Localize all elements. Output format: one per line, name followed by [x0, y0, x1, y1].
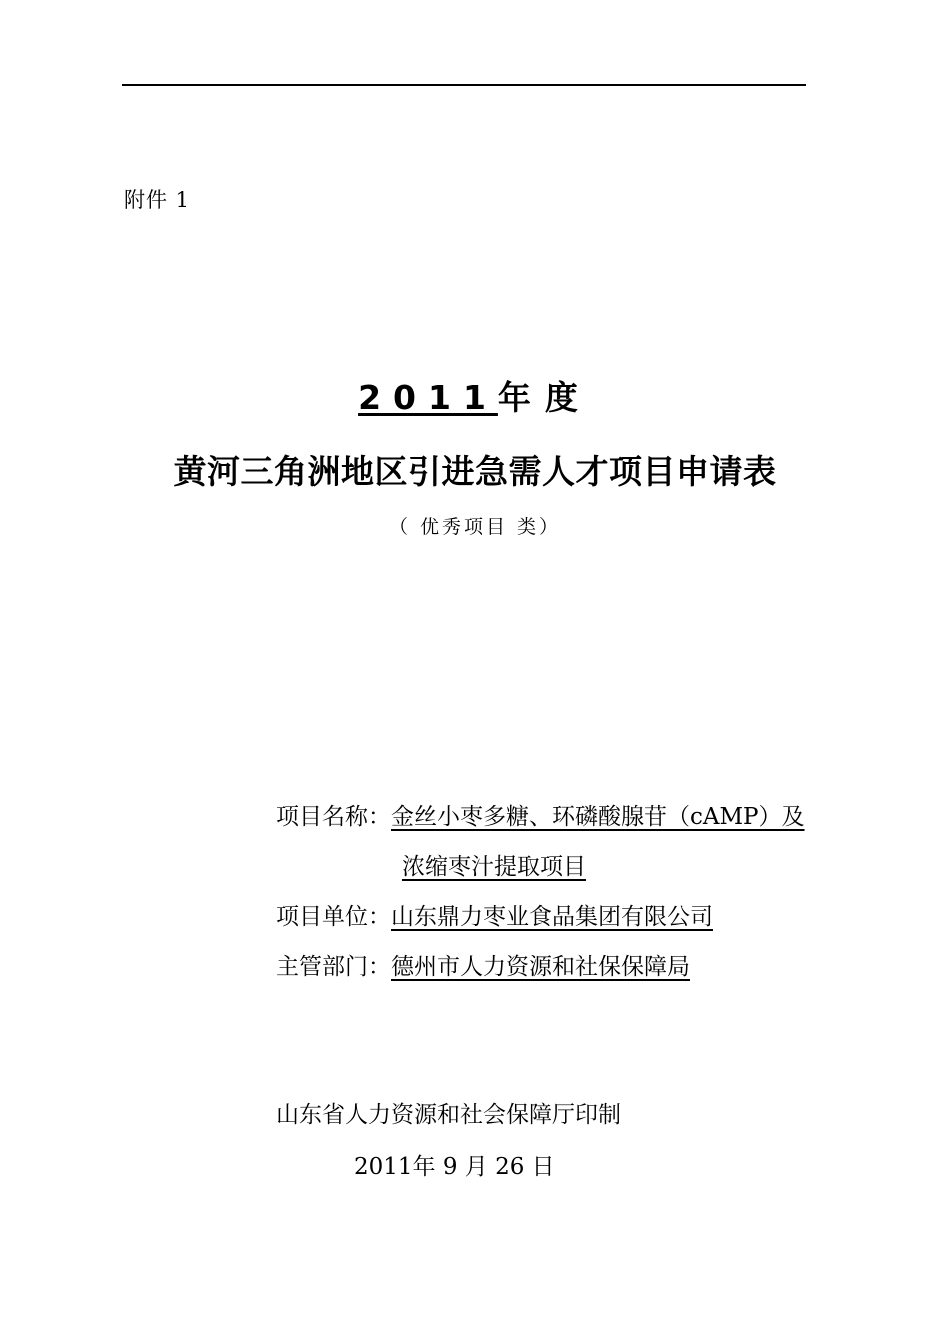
project-name-value-line2: 浓缩枣汁提取项目	[402, 854, 586, 880]
project-name-value-line1: 金丝小枣多糖、环磷酸腺苷（cAMP）及	[391, 804, 805, 830]
project-unit-row	[276, 898, 713, 931]
project-unit-value: 山东鼎力枣业食品集团有限公司	[391, 904, 713, 930]
project-name-continuation	[402, 848, 586, 881]
printer-line: 山东省人力资源和社会保障厅印制	[276, 1102, 621, 1128]
year-number: 2011	[358, 378, 498, 417]
issue-date: 2011年 9 月 26 日	[354, 1154, 555, 1180]
project-unit-label: 项目单位：	[276, 904, 391, 930]
category-subtitle: （ 优秀项目 类）	[388, 516, 562, 538]
project-name-row	[276, 798, 805, 831]
project-name-label: 项目名称：	[276, 804, 391, 830]
department-label: 主管部门：	[276, 954, 391, 980]
year-suffix: 年度	[497, 378, 592, 417]
header-rule	[122, 84, 806, 86]
department-value: 德州市人力资源和社保保障局	[391, 954, 690, 980]
attachment-label: 附件 1	[124, 188, 191, 212]
department-row	[276, 948, 690, 981]
page-title: 黄河三角洲地区引进急需人才项目申请表	[173, 452, 777, 491]
year-title	[0, 372, 950, 419]
